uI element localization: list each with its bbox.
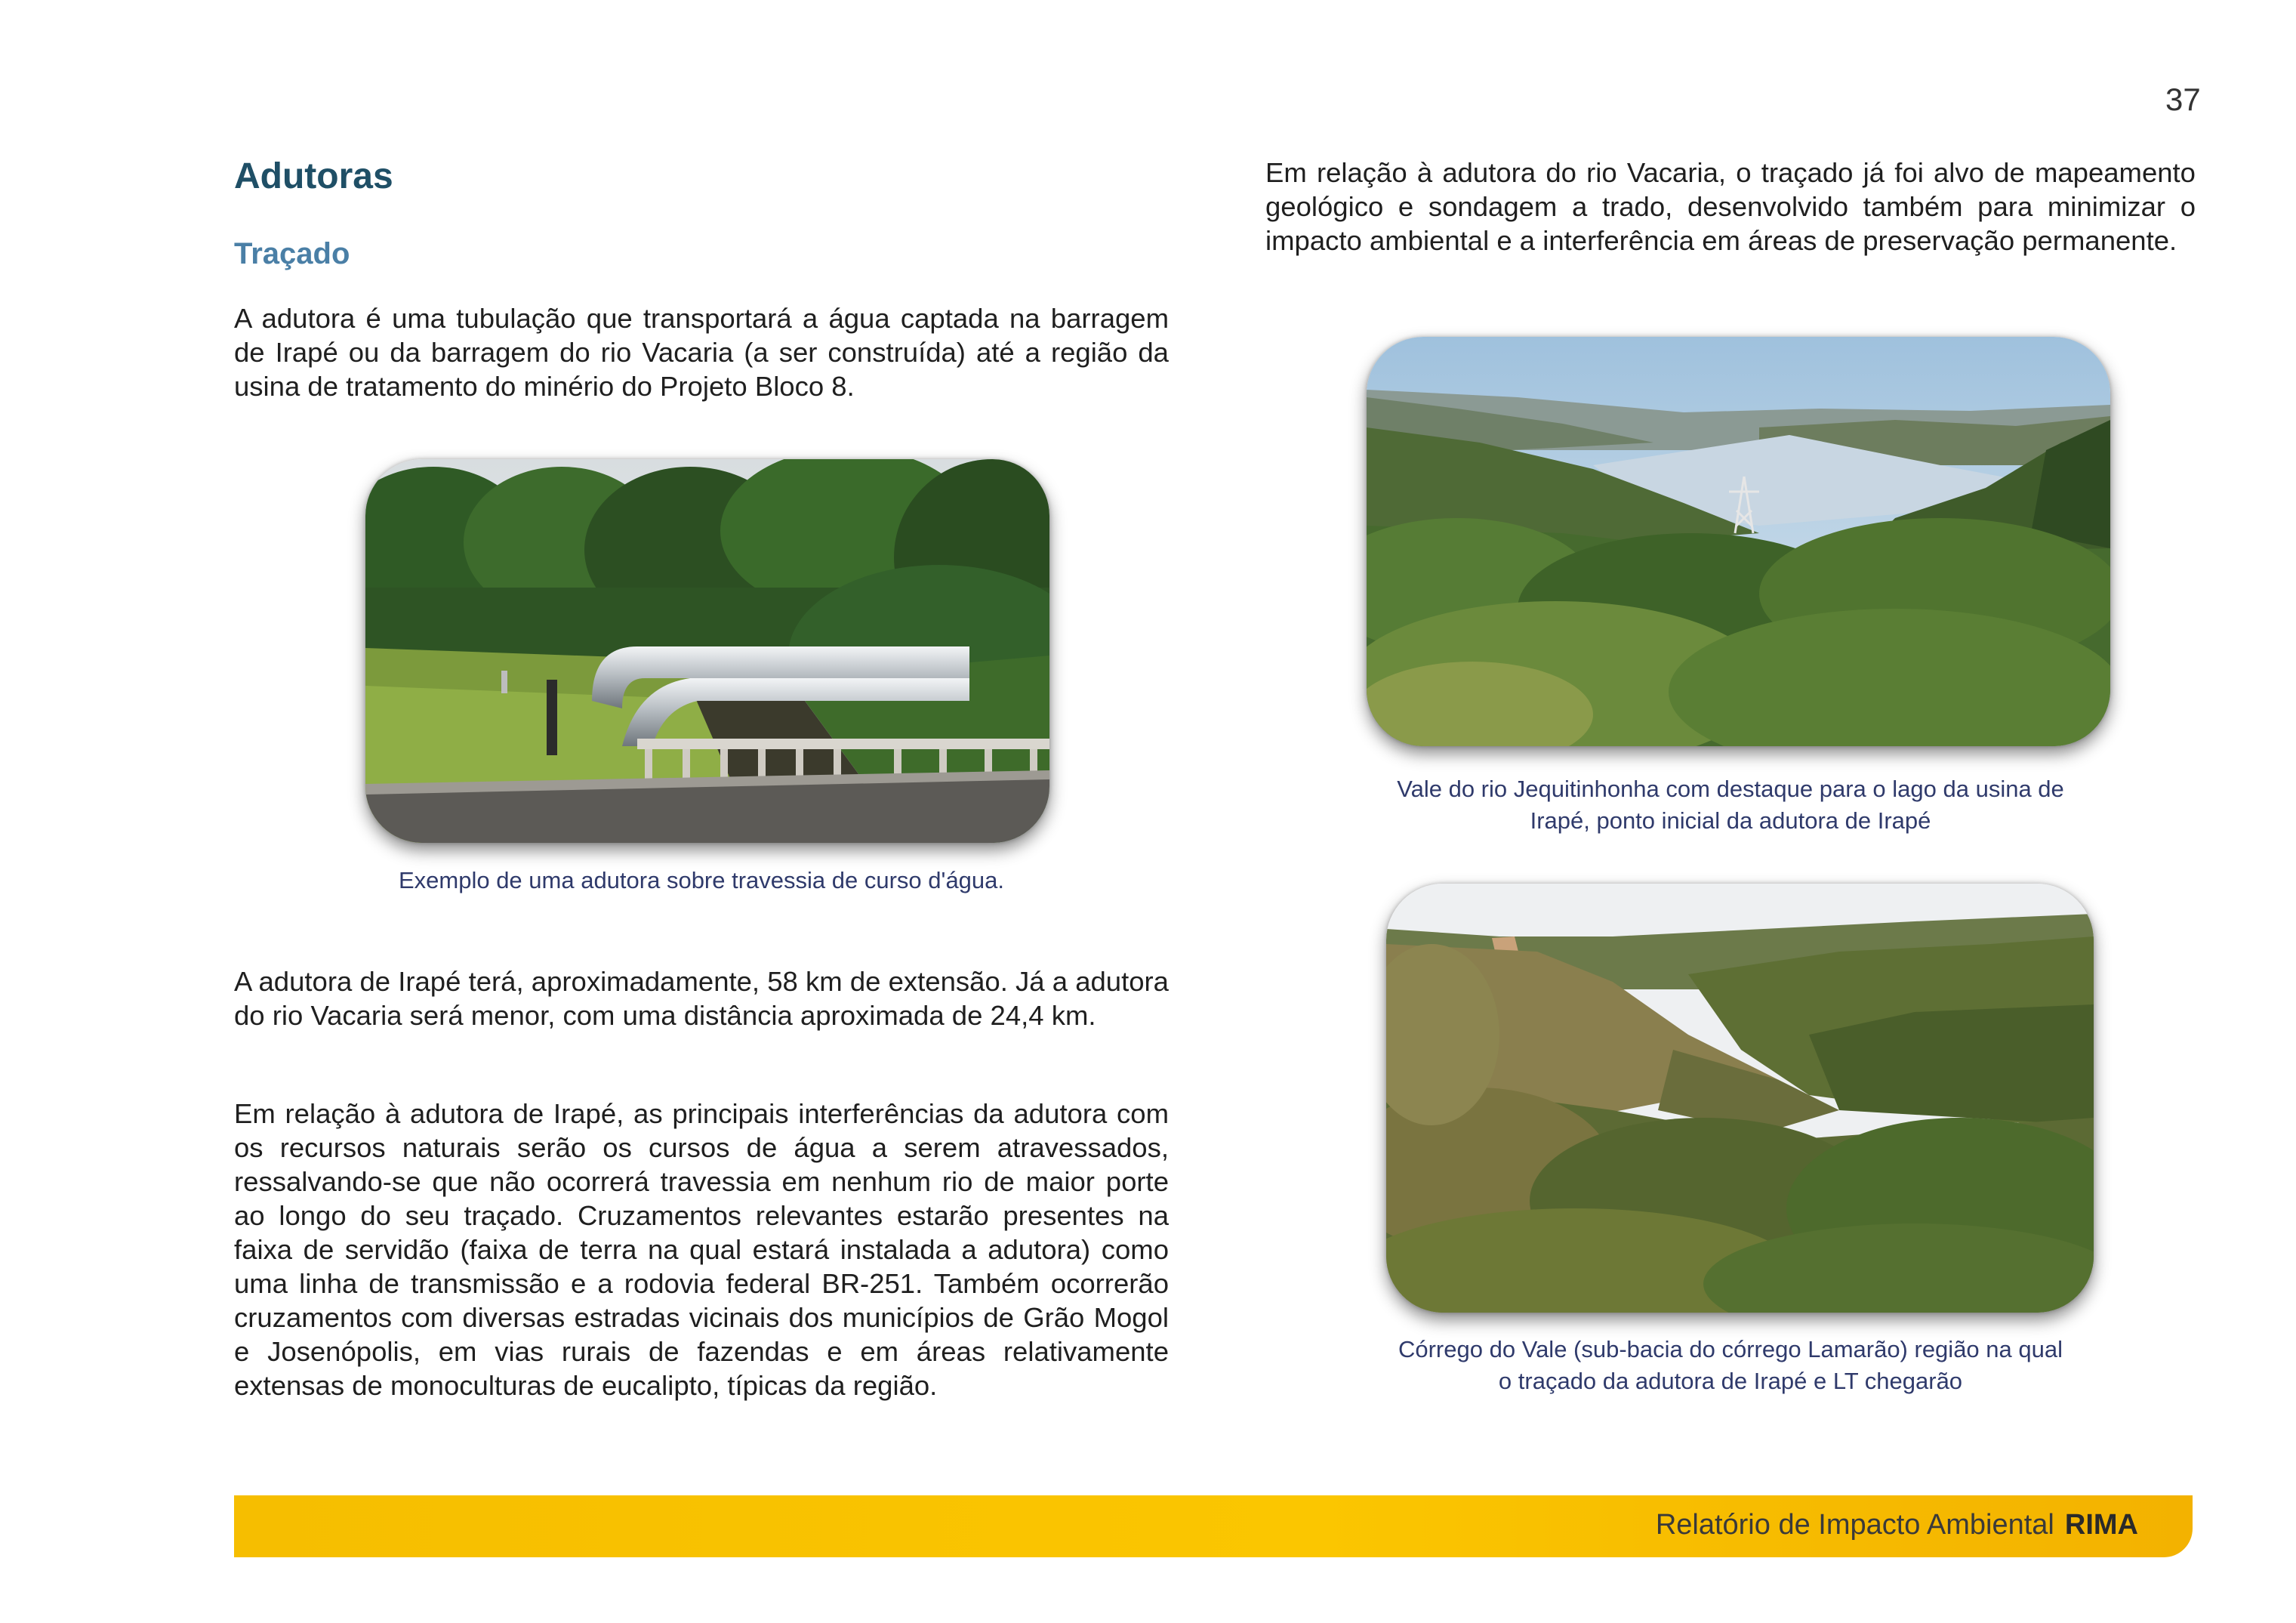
- footer-rima-label: RIMA: [2064, 1509, 2138, 1541]
- intro-paragraph: A adutora é uma tubulação que transportará a água captada na barragem de Irapé ou da barragem do rio Vacaria (a ser construída) até a região da usina de tratamento do minério do Projeto Bloco 8.: [234, 303, 1169, 402]
- subsection-heading: Traçado: [234, 237, 350, 270]
- valley-lake-caption-line2: Irapé, ponto inicial da adutora de Irapé: [1530, 807, 1931, 834]
- valley-lake-caption-line1: Vale do rio Jequitinhonha com destaque para o lago da usina de: [1397, 776, 2064, 802]
- valley-lake-caption: [1265, 773, 2196, 837]
- corrego-do-vale-photo: [1386, 884, 2094, 1313]
- vacaria-paragraph: Em relação à adutora do rio Vacaria, o traçado já foi alvo de mapeamento geológico e sondagem a trado, desenvolvido também para minimizar o impacto ambiental e a interferência em áreas de preservação permanente.: [1265, 157, 2196, 256]
- interference-paragraph: Em relação à adutora de Irapé, as principais interferências da adutora com os recursos naturais serão os cursos de água a serem atravessados, ressalvando-se que não ocorrerá travessia em nenhum rio de maior porte ao longo do seu traçado. Cruzamentos relevantes estarão presentes na faixa de servidão (faixa de terra na qual estará instalada a adutora) como uma linha de transmissão e a rodovia federal BR-251. Também ocorrerão cruzamentos com diversas estradas vicinais dos municípios de Grão Mogol e Josenópolis, em vias rurais de fazendas e em áreas relativamente extensas de monoculturas de eucalipto, típicas da região.: [234, 1098, 1169, 1401]
- footer-report-name: Relatório de Impacto Ambiental: [1655, 1509, 2054, 1541]
- corrego-do-vale-caption-line1: Córrego do Vale (sub-bacia do córrego Lamarão) região na qual: [1398, 1336, 2063, 1362]
- section-heading: Adutoras: [234, 156, 393, 196]
- valley-lake-photo: [1367, 337, 2110, 746]
- corrego-do-vale-caption-line2: o traçado da adutora de Irapé e LT chegarão: [1498, 1368, 1963, 1394]
- pipeline-photo-caption: Exemplo de uma adutora sobre travessia de curso d'água.: [398, 867, 1005, 893]
- page-number: 37: [2165, 82, 2201, 117]
- pipeline-photo: [365, 459, 1049, 843]
- extension-paragraph: A adutora de Irapé terá, aproximadamente, 58 km de extensão. Já a adutora do rio Vacaria será menor, com uma distância aproximada de 24,4 km.: [234, 966, 1169, 1031]
- corrego-do-vale-caption: [1265, 1334, 2196, 1397]
- footer-title: [1656, 1509, 2138, 1541]
- footer-bar: [234, 1495, 2193, 1557]
